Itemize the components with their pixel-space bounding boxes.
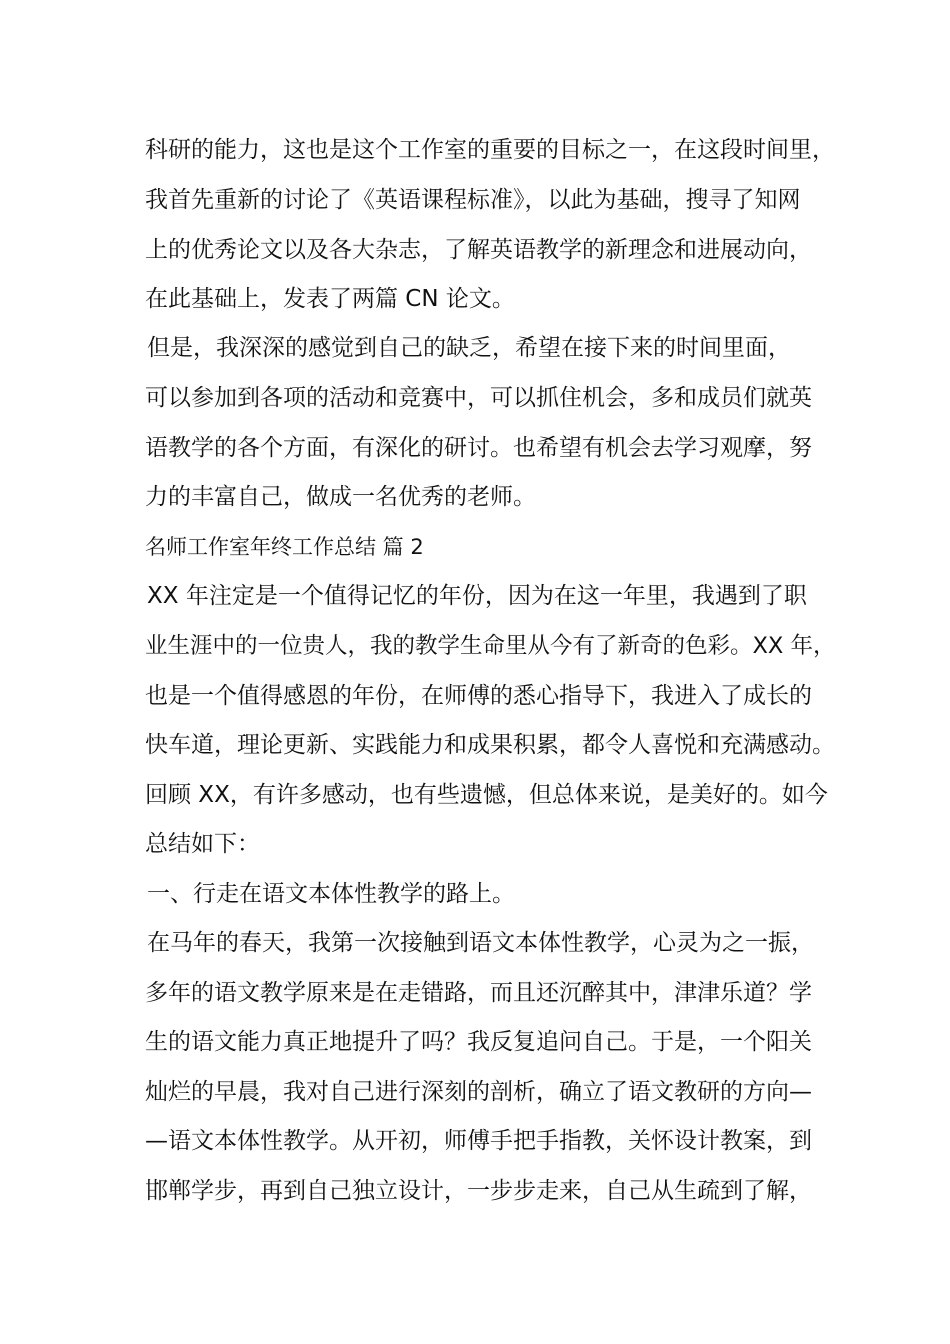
paragraph-line: 邯郸学步，再到自己独立设计，一步步走来，自己从生疏到了解， — [145, 1178, 812, 1204]
paragraph-line: 在马年的春天，我第一次接触到语文本体性教学，心灵为之一振， — [147, 930, 814, 956]
paragraph-line: 上的优秀论文以及各大杂志，了解英语教学的新理念和进展动向， — [145, 237, 812, 263]
paragraph-line: 科研的能力，这也是这个工作室的重要的目标之一，在这段时间里， — [145, 137, 835, 163]
paragraph-line: 但是，我深深的感觉到自己的缺乏，希望在接下来的时间里面， — [147, 335, 791, 361]
subsection-heading: 一、行走在语文本体性教学的路上。 — [147, 881, 515, 907]
paragraph-line: 语教学的各个方面，有深化的研讨。也希望有机会去学习观摩，努 — [145, 435, 812, 461]
section-heading: 名师工作室年终工作总结 篇 2 — [145, 535, 424, 559]
paragraph-line: 在此基础上，发表了两篇 CN 论文。 — [145, 286, 515, 312]
paragraph-line: 快车道，理论更新、实践能力和成果积累，都令人喜悦和充满感动。 — [145, 732, 835, 758]
paragraph-line: 生的语文能力真正地提升了吗？我反复追问自己。于是，一个阳关 — [145, 1029, 812, 1055]
paragraph-line: 我首先重新的讨论了《英语课程标准》，以此为基础，搜寻了知网 — [145, 187, 801, 213]
paragraph-line: 力的丰富自己，做成一名优秀的老师。 — [145, 484, 536, 510]
paragraph-line: 回顾 XX，有许多感动，也有些遗憾，但总体来说，是美好的。如今 — [145, 782, 828, 808]
paragraph-line: 业生涯中的一位贵人，我的教学生命里从今有了新奇的色彩。XX 年， — [145, 633, 836, 659]
paragraph-line: 灿烂的早晨，我对自己进行深刻的剖析，确立了语文教研的方向— — [145, 1079, 812, 1105]
paragraph-line: —语文本体性教学。从开初，师傅手把手指教，关怀设计教案，到 — [145, 1128, 812, 1154]
paragraph-line: 也是一个值得感恩的年份，在师傅的悉心指导下，我进入了成长的 — [145, 683, 812, 709]
paragraph-line: 总结如下： — [145, 831, 260, 857]
paragraph-line: 多年的语文教学原来是在走错路，而且还沉醉其中，津津乐道？学 — [145, 980, 812, 1006]
paragraph-line: 可以参加到各项的活动和竞赛中，可以抓住机会，多和成员们就英 — [145, 385, 812, 411]
paragraph-line: XX 年注定是一个值得记忆的年份，因为在这一年里，我遇到了职 — [147, 583, 807, 609]
